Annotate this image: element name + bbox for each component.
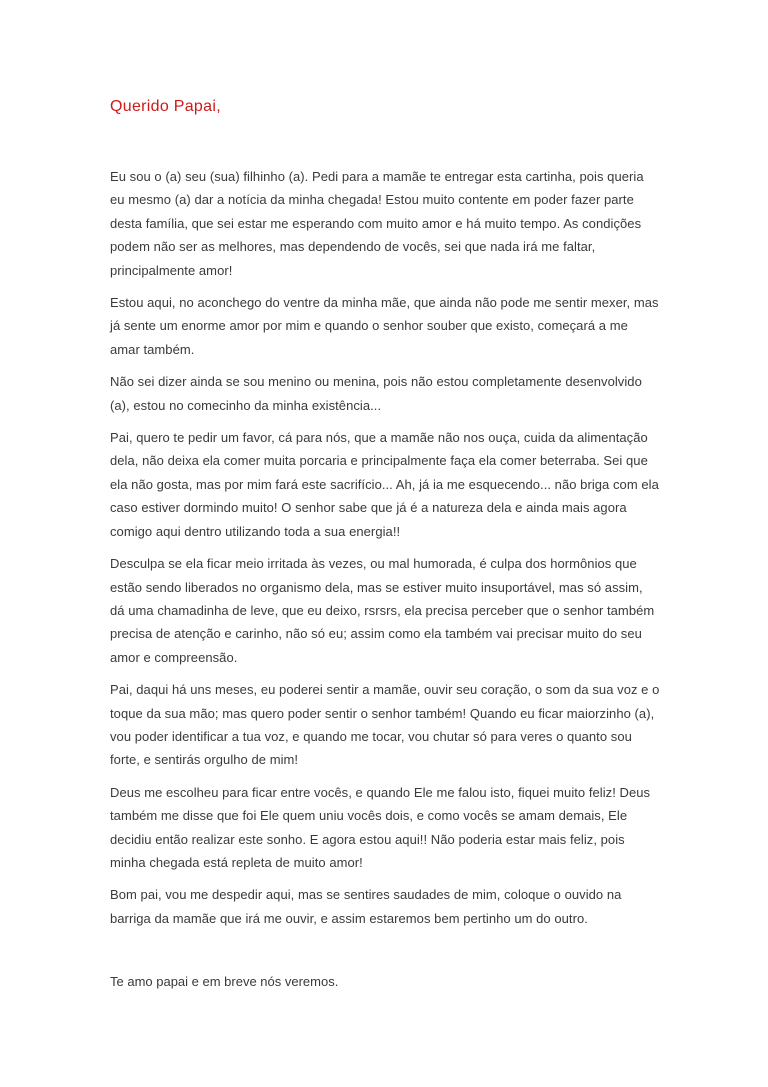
letter-greeting: Querido Papai,	[110, 98, 221, 115]
letter-body	[110, 95, 660, 993]
letter-paragraph-4: Pai, quero te pedir um favor, cá para nós, que a mamãe não nos ouça, cuida da alimentação dela, não deixa ela comer muita porcaria e principalmente faça ela comer beterraba. Sei que ela não gosta, mas por mim fará este sacrifício... Ah, já ia me esquecendo... não briga com ela caso estiver dormindo muito! O senhor sabe que já é a natureza dela e ainda mais agora comigo aqui dentro utilizando toda a sua energia!!	[110, 430, 659, 539]
letter-paragraph-2: Estou aqui, no aconchego do ventre da minha mãe, que ainda não pode me sentir mexer, mas já sente um enorme amor por mim e quando o senhor souber que existo, começará a me amar também.	[110, 295, 659, 357]
letter-paragraph-8: Bom pai, vou me despedir aqui, mas se sentires saudades de mim, coloque o ouvido na barriga da mamãe que irá me ouvir, e assim estaremos bem pertinho um do outro.	[110, 887, 622, 926]
letter-paragraph-1: Eu sou o (a) seu (sua) filhinho (a). Pedi para a mamãe te entregar esta cartinha, pois queria eu mesmo (a) dar a notícia da minha chegada! Estou muito contente em poder fazer parte desta família, que sei estar me esperando com muito amor e há muito tempo. As condições podem não ser as melhores, mas dependendo de vocês, sei que nada irá me faltar, principalmente amor!	[110, 169, 644, 278]
letter-paragraph-7: Deus me escolheu para ficar entre vocês, e quando Ele me falou isto, fiquei muito feliz! Deus também me disse que foi Ele quem uniu vocês dois, e como vocês se amam demais, Ele decidiu então realizar este sonho. E agora estou aqui!! Não poderia estar mais feliz, pois minha chegada está repleta de muito amor!	[110, 784, 651, 870]
letter-closing: Te amo papai e em breve nós veremos.	[110, 974, 339, 990]
letter-paragraph-6: Pai, daqui há uns meses, eu poderei sentir a mamãe, ouvir seu coração, o som da sua voz e o toque da sua mão; mas quero poder sentir o senhor também! Quando eu ficar maiorzinho (a), vou poder identificar a tua voz, e quando me tocar, vou chutar só para veres o quanto sou forte, e sentirás orgulho de mim!	[110, 682, 660, 768]
letter-paragraph-5: Desculpa se ela ficar meio irritada às vezes, ou mal humorada, é culpa dos hormônios que estão sendo liberados no organismo dela, mas se estiver muito insuportável, mas só assim, dá uma chamadinha de leve, que eu deixo, rsrsrs, ela precisa perceber que o senhor também precisa de atenção e carinho, não só eu; assim como ela também vai precisar muito do seu amor e compreensão.	[110, 556, 655, 665]
letter-paragraph-3: Não sei dizer ainda se sou menino ou menina, pois não estou completamente desenvolvido (a), estou no comecinho da minha existência...	[110, 374, 642, 413]
